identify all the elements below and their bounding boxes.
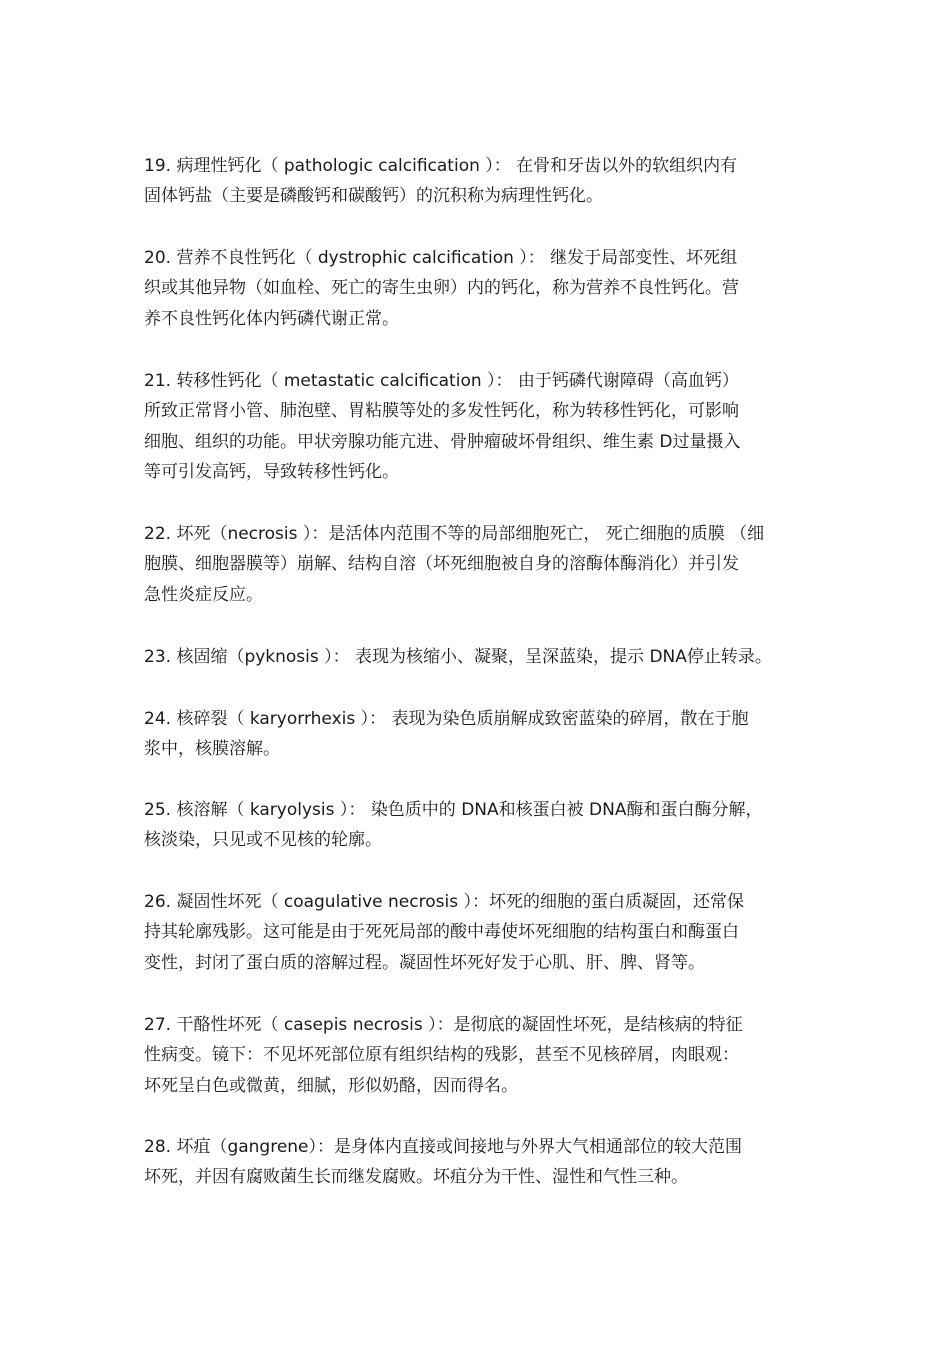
definition-line: 核淡染，只见或不见核的轮廓。 xyxy=(144,830,382,850)
definition-line: 变性，封闭了蛋白质的溶解过程。凝固性坏死好发于心肌、肝、脾、肾等。 xyxy=(144,953,705,973)
definition-line: 28. 坏疽（gangrene）：是身体内直接或间接地与外界大气相通部位的较大范围 xyxy=(144,1137,743,1157)
definition-line: 坏死呈白色或微黄，细腻，形似奶酪，因而得名。 xyxy=(144,1076,518,1096)
definition-line: 胞膜、细胞器膜等）崩解、结构自溶（坏死细胞被自身的溶酶体酶消化）并引发 xyxy=(144,554,739,574)
definition-line: 固体钙盐（主要是磷酸钙和碳酸钙）的沉积称为病理性钙化。 xyxy=(144,186,603,206)
definition-line: 25. 核溶解（ karyolysis ）： 染色质中的 DNA和核蛋白被 DNA酶和蛋白酶分解， xyxy=(144,800,763,820)
definition-line: 织或其他异物（如血栓、死亡的寄生虫卵）内的钙化，称为营养不良性钙化。营 xyxy=(144,278,739,298)
definition-line: 坏死，并因有腐败菌生长而继发腐败。坏疽分为干性、湿性和气性三种。 xyxy=(144,1167,688,1187)
definition-line: 等可引发高钙，导致转移性钙化。 xyxy=(144,462,399,482)
definition-line: 27. 干酪性坏死（ casepis necrosis ）：是彻底的凝固性坏死，是结核病的特征 xyxy=(144,1015,743,1035)
definition-line: 性病变。镜下：不见坏死部位原有组织结构的残影，甚至不见核碎屑，肉眼观： xyxy=(144,1045,739,1065)
definition-line: 细胞、组织的功能。甲状旁腺功能亢进、骨肿瘤破坏骨组织、维生素 D过量摄入 xyxy=(144,432,741,452)
definition-line: 24. 核碎裂（ karyorrhexis ）： 表现为染色质崩解成致密蓝染的碎屑，散在于胞 xyxy=(144,709,749,729)
definition-line: 23. 核固缩（pyknosis ）： 表现为核缩小、凝聚，呈深蓝染，提示 DNA停止转录。 xyxy=(144,647,772,667)
definition-line: 急性炎症反应。 xyxy=(144,585,263,605)
definition-line: 21. 转移性钙化（ metastatic calcification ）： 由于钙磷代谢障碍（高血钙） xyxy=(144,371,739,391)
definition-line: 浆中，核膜溶解。 xyxy=(144,739,280,759)
definition-line: 持其轮廓残影。这可能是由于死死局部的酸中毒使坏死细胞的结构蛋白和酶蛋白 xyxy=(144,922,739,942)
definition-line: 养不良性钙化体内钙磷代谢正常。 xyxy=(144,309,399,329)
definition-line: 26. 凝固性坏死（ coagulative necrosis ）：坏死的细胞的蛋白质凝固，还常保 xyxy=(144,892,744,912)
definition-line: 20. 营养不良性钙化（ dystrophic calcification ）： 继发于局部变性、坏死组 xyxy=(144,248,738,268)
definition-line: 22. 坏死（necrosis ）：是活体内范围不等的局部细胞死亡， 死亡细胞的质膜 （细 xyxy=(144,524,765,544)
definition-line: 19. 病理性钙化（ pathologic calcification ）： 在骨和牙齿以外的软组织内有 xyxy=(144,156,738,176)
definition-line: 所致正常肾小管、肺泡壁、胃粘膜等处的多发性钙化，称为转移性钙化，可影响 xyxy=(144,401,739,421)
